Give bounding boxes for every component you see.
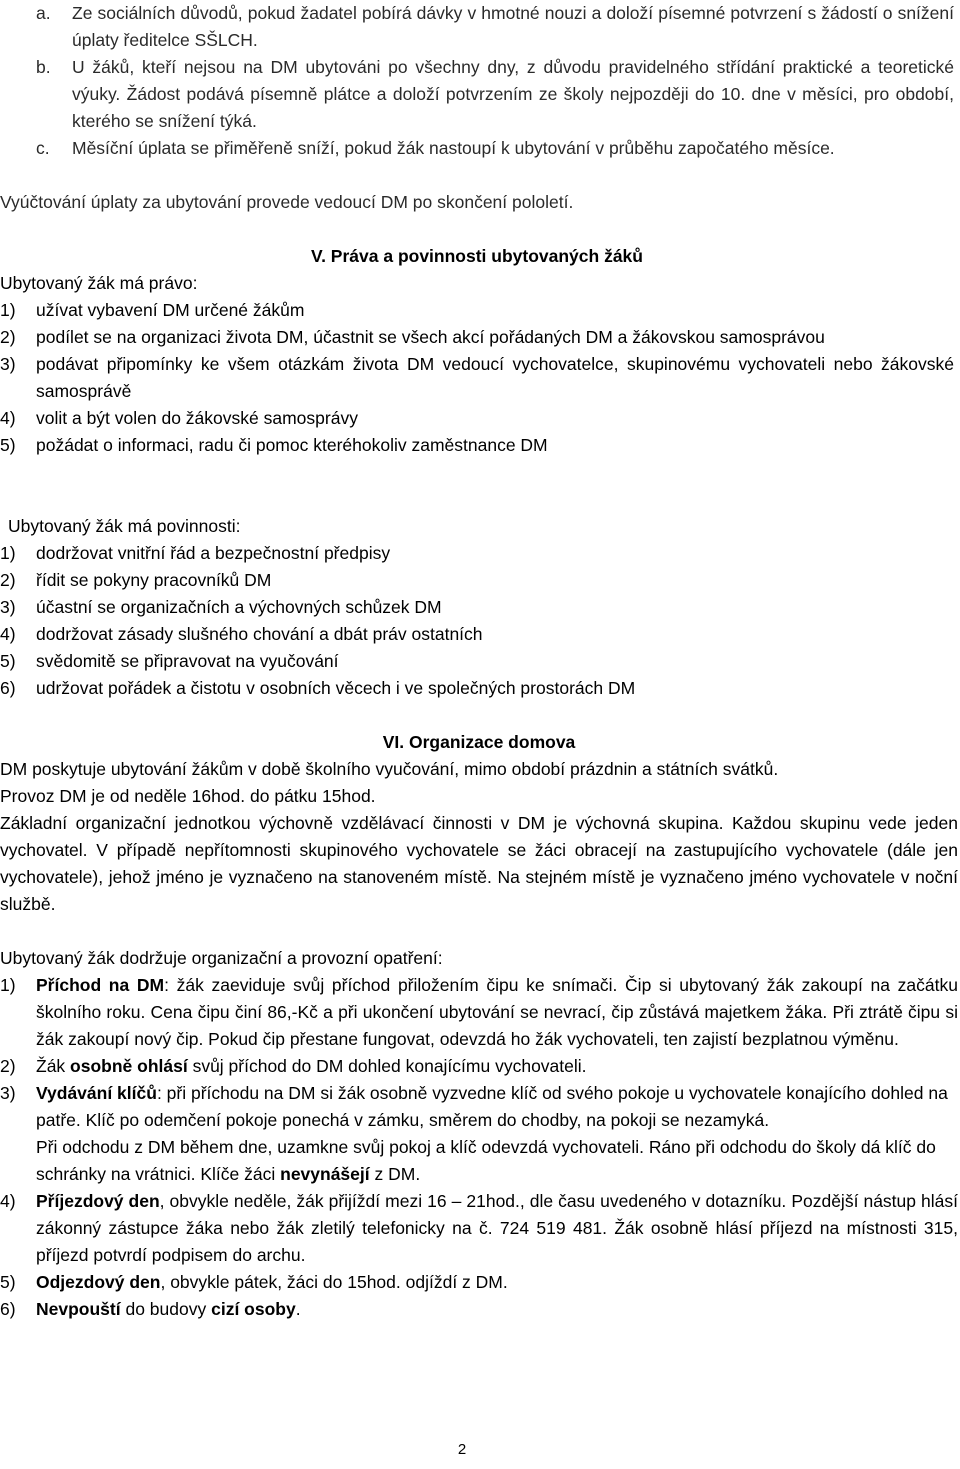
list-item: [0, 540, 954, 567]
fee-item-a: [36, 0, 954, 54]
measure-text-cont: .: [295, 1299, 301, 1319]
list-marker: 3): [0, 1083, 16, 1103]
fees-section: [36, 0, 954, 162]
measure-title: Příjezdový den: [36, 1191, 160, 1211]
list-item: [0, 297, 954, 324]
list-marker: 5): [0, 1272, 16, 1292]
list-marker: 6): [0, 678, 16, 698]
list-item: [0, 351, 954, 405]
measures-intro: Ubytovaný žák dodržuje organizační a provozní opatření:: [0, 948, 443, 968]
list-text: podílet se na organizaci života DM, účastnit se všech akcí pořádaných DM a žákovskou samosprávou: [36, 327, 825, 347]
list-text: řídit se pokyny pracovníků DM: [36, 570, 272, 590]
measure-text: Při odchodu z DM během dne, uzamkne svůj pokoj a klíč odevzdá vychovateli. Ráno při odchodu do školy dá klíč do schránky na vrátnici. Klíče žáci: [36, 1137, 936, 1184]
list-item: [0, 594, 954, 621]
measure-item-3: [0, 1080, 958, 1188]
rights-list: [0, 297, 954, 459]
measure-text: : při příchodu na DM si žák osobně vyzvedne klíč od svého pokoje u vychovatele konajícího dohled na patře. Klíč po odemčení pokoje ponechá v zámku, směrem do chodby, na pokoji se nezamyká.: [36, 1083, 948, 1130]
measure-text-cont: svůj příchod do DM dohled konajícímu vychovateli.: [187, 1056, 587, 1076]
measure-item-6: [0, 1296, 958, 1323]
measure-emphasis: Nevpouští: [36, 1299, 121, 1319]
list-text: užívat vybavení DM určené žákům: [36, 300, 305, 320]
list-item: [0, 648, 954, 675]
list-item: [0, 567, 954, 594]
list-marker: 3): [0, 354, 16, 374]
rights-section: [0, 243, 954, 459]
rights-intro: Ubytovaný žák má právo:: [0, 273, 198, 293]
measure-emphasis-2: cizí osoby: [211, 1299, 296, 1319]
list-marker: 2): [0, 1056, 16, 1076]
list-text: požádat o informaci, radu či pomoc kteréhokoliv zaměstnance DM: [36, 435, 548, 455]
list-text: podávat připomínky ke všem otázkám života DM vedoucí vychovatelce, skupinovému vychovateli nebo žákovské samosprávě: [36, 354, 954, 401]
list-marker: 1): [0, 975, 16, 995]
list-text: účastní se organizačních a výchovných schůzek DM: [36, 597, 442, 617]
list-marker: a.: [36, 3, 51, 23]
list-text: U žáků, kteří nejsou na DM ubytováni po všechny dny, z důvodu pravidelného střídání praktické a teoretické výuky. Žádost podává písemně plátce a doloží potvrzením ze školy nejpozději do 10.: [72, 57, 954, 104]
measure-emphasis: osobně ohlásí: [70, 1056, 188, 1076]
measure-title: Vydávání klíčů: [36, 1083, 157, 1103]
fee-item-b: [36, 54, 954, 135]
list-marker: b.: [36, 57, 51, 77]
list-marker: 5): [0, 651, 16, 671]
page-number: 2: [457, 1441, 467, 1458]
list-text: Měsíční úplata se přiměřeně sníží, pokud žák nastoupí k ubytování v průběhu započatého měsíce.: [72, 138, 835, 158]
section-heading-rights: V. Práva a povinnosti ubytovaných žáků: [311, 246, 643, 266]
organization-section: [0, 729, 958, 1323]
list-marker: 5): [0, 435, 16, 455]
list-marker: 4): [0, 408, 16, 428]
list-marker: 1): [0, 300, 16, 320]
list-item: [0, 324, 954, 351]
measure-item-5: [0, 1269, 958, 1296]
measure-text-cont: z DM.: [369, 1164, 421, 1184]
list-marker: 6): [0, 1299, 16, 1319]
list-marker: 2): [0, 570, 16, 590]
duties-section: [0, 513, 954, 702]
list-marker: 4): [0, 624, 16, 644]
list-text-cont: dne v měsíci, pro období, kterého se snížení týká.: [72, 84, 954, 131]
list-text: dodržovat vnitřní řád a bezpečnostní předpisy: [36, 543, 391, 563]
list-marker: 3): [0, 597, 16, 617]
measure-text: Žák: [36, 1056, 71, 1076]
org-paragraph-3: Základní organizační jednotkou výchovně vzdělávací činnosti v DM je výchovná skupina. Každou skupinu vede jeden vychovatel. V případě nepřítomnosti skupinového vychovatele se žáci obracejí na zastupujícího vychovatele (dále jen vychovatele), jehož jméno je vyznačeno na stanoveném místě. Na stejném místě je vyznačeno jméno vychovatele v noční službě.: [0, 813, 958, 914]
duties-intro: Ubytovaný žák má povinnosti:: [8, 516, 241, 536]
measure-title: Odjezdový den: [36, 1272, 161, 1292]
list-marker: 2): [0, 327, 16, 347]
list-text: volit a být volen do žákovské samosprávy: [36, 408, 358, 428]
settlement-text: Vyúčtování úplaty za ubytování provede vedoucí DM po skončení pololetí.: [0, 192, 574, 212]
list-item: [0, 432, 954, 459]
list-text: dodržovat zásady slušného chování a dbát práv ostatních: [36, 624, 483, 644]
measure-item-4: [0, 1188, 958, 1269]
measure-item-2: [0, 1053, 958, 1080]
list-item: [0, 405, 954, 432]
list-item: [0, 621, 954, 648]
measure-item-1: [0, 972, 958, 1053]
list-text: udržovat pořádek a čistotu v osobních věcech i ve společných prostorách DM: [36, 678, 636, 698]
duties-list: [0, 540, 954, 702]
measure-text: : žák zaeviduje svůj příchod přiložením čipu ke snímači. Čip si ubytovaný žák zakoupí na začátku školního roku. Cena čipu činí 86,-Kč a při ukončení ubytování se nevrací, čip zůstává majetkem žáka. Při ztrátě čipu si žák zakoupí nový čip. Pokud čip přestane fungovat, odevzdá ho žák vychovateli, ten zajistí bezplatnou výměnu.: [36, 975, 958, 1049]
org-paragraph-2: Provoz DM je od neděle 16hod. do pátku 15hod.: [0, 786, 376, 806]
list-text: svědomitě se připravovat na vyučování: [36, 651, 339, 671]
list-marker: c.: [36, 138, 50, 158]
list-marker: 4): [0, 1191, 16, 1211]
measure-emphasis: nevynášejí: [280, 1164, 370, 1184]
org-paragraph-1: DM poskytuje ubytování žákům v době školního vyučování, mimo období prázdnin a státních svátků.: [0, 759, 779, 779]
list-text: Ze sociálních důvodů, pokud žadatel pobírá dávky v hmotné nouzi a doloží písemné potvrzení s žádostí o snížení úplaty ředitelce SŠLCH.: [72, 3, 954, 50]
list-marker: 1): [0, 543, 16, 563]
measure-title: Příchod na DM: [36, 975, 165, 995]
measure-text: do budovy: [120, 1299, 212, 1319]
fee-item-c: [36, 135, 954, 162]
measure-text: , obvykle neděle, žák přijíždí mezi 16 – 21hod., dle času uvedeného v dotazníku. Pozdější nástup hlásí zákonný zástupce žáka nebo žák zletilý telefonicky na č. 724 519 481. Žák osobně hlásí příjezd na místnosti 315, příjezd potvrdí podpisem do archu.: [36, 1191, 958, 1265]
measure-subparagraph: [36, 1134, 958, 1188]
section-heading-organization: VI. Organizace domova: [382, 732, 576, 752]
measure-text: , obvykle pátek, žáci do 15hod. odjíždí z DM.: [160, 1272, 508, 1292]
list-item: [0, 675, 954, 702]
